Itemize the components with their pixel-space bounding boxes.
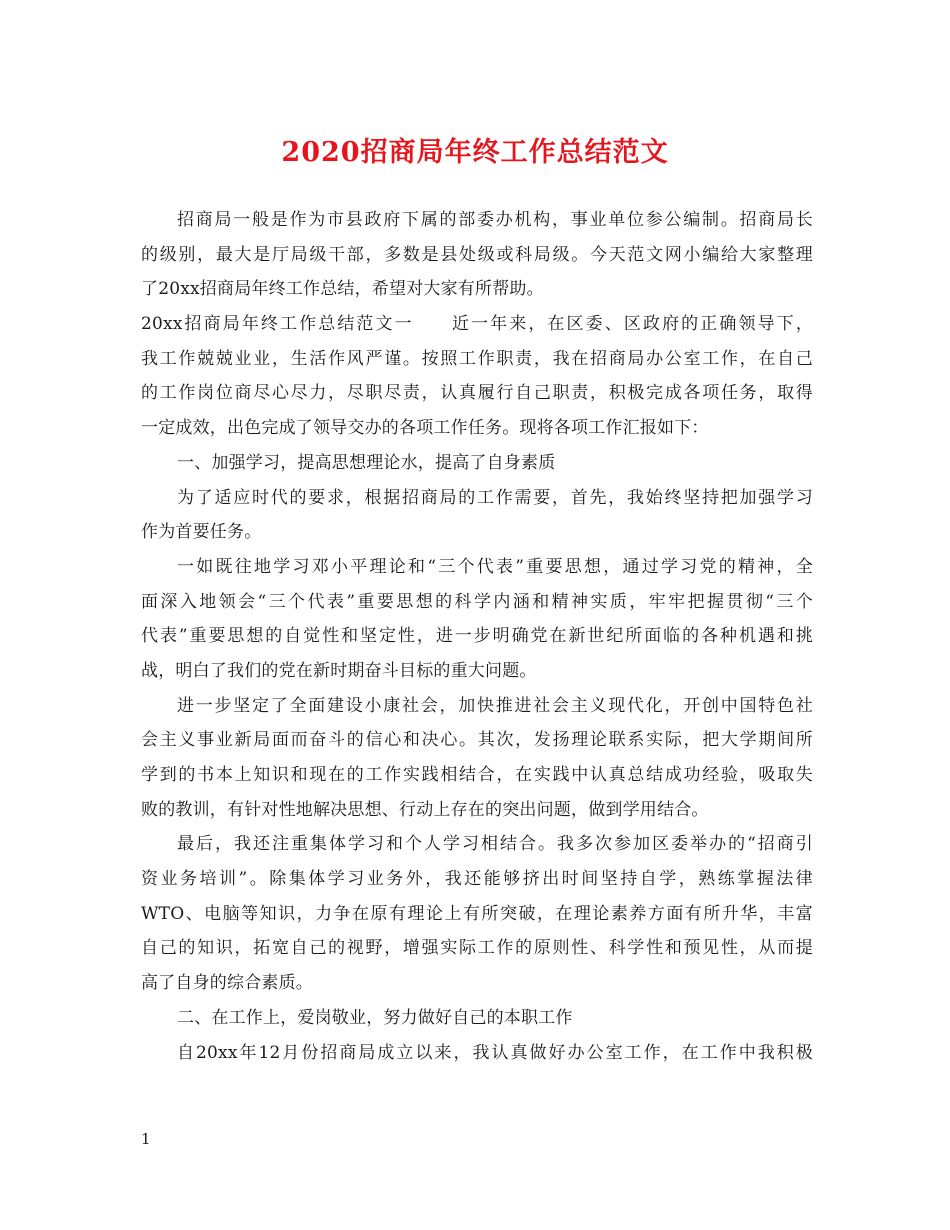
- page-number: 1: [141, 1130, 151, 1148]
- body-line: 一如既往地学习邓小平理论和“三个代表”重要思想，通过学习党的精神，全: [177, 556, 813, 577]
- body-line: 高了自身的综合素质。: [141, 973, 313, 994]
- body-line: WTO、电脑等知识，力争在原有理论上有所突破，在理论素养方面有所升华，丰富: [141, 903, 813, 924]
- body-line: 了20xx招商局年终工作总结，希望对大家有所帮助。: [141, 279, 544, 300]
- body-line: 20xx招商局年终工作总结范文一 近一年来，在区委、区政府的正确领导下，: [141, 314, 813, 335]
- body-line: 学到的书本上知识和现在的工作实践相结合，在实践中认真总结成功经验，吸取失: [141, 765, 813, 785]
- body-line: 为了适应时代的要求，根据招商局的工作需要，首先，我始终坚持把加强学习: [177, 487, 813, 508]
- body-line: 的工作岗位商尽心尽力，尽职尽责，认真履行自己职责，积极完成各项任务，取得: [141, 383, 813, 404]
- document-body: [141, 203, 813, 1070]
- body-line: 面深入地领会“三个代表”重要思想的科学内涵和精神实质，牢牢把握贯彻“三个: [141, 591, 813, 612]
- body-line: 败的教训，有针对性地解决思想、行动上存在的突出问题，做到学用结合。: [141, 799, 709, 820]
- body-line: 最后，我还注重集体学习和个人学习相结合。我多次参加区委举办的“招商引: [177, 834, 813, 855]
- body-line: 自己的知识，拓宽自己的视野，增强实际工作的原则性、科学性和预见性，从而提: [141, 938, 813, 959]
- body-line: 进一步坚定了全面建设小康社会，加快推进社会主义现代化，开创中国特色社: [177, 695, 813, 716]
- body-line: 会主义事业新局面而奋斗的信心和决心。其次，发扬理论联系实际，把大学期间所: [141, 730, 813, 751]
- body-line: 的级别，最大是厅局级干部，多数是县处级或科局级。今天范文网小编给大家整理: [141, 244, 813, 265]
- body-line: 我工作兢兢业业，生活作风严谨。按照工作职责，我在招商局办公室工作，在自己: [141, 348, 813, 369]
- body-line: 一定成效，出色完成了领导交办的各项工作任务。现将各项工作汇报如下：: [141, 418, 709, 439]
- body-line: 战，明白了我们的党在新时期奋斗目标的重大问题。: [141, 660, 537, 681]
- section-heading: 一、加强学习，提高思想理论水，提高了自身素质: [177, 452, 556, 473]
- body-line: 招商局一般是作为市县政府下属的部委办机构，事业单位参公编制。招商局长: [177, 210, 813, 230]
- document-title: 2020招商局年终工作总结范文: [281, 137, 669, 168]
- body-line: 作为首要任务。: [141, 522, 262, 543]
- body-line: 代表”重要思想的自觉性和坚定性，进一步明确党在新世纪所面临的各种机遇和挑: [141, 626, 813, 647]
- body-line: 自20xx年12月份招商局成立以来，我认真做好办公室工作，在工作中我积极: [177, 1042, 813, 1063]
- section-heading: 二、在工作上，爱岗敬业，努力做好自己的本职工作: [177, 1007, 573, 1028]
- body-line: 资业务培训”。除集体学习业务外，我还能够挤出时间坚持自学，熟练掌握法律: [141, 869, 813, 890]
